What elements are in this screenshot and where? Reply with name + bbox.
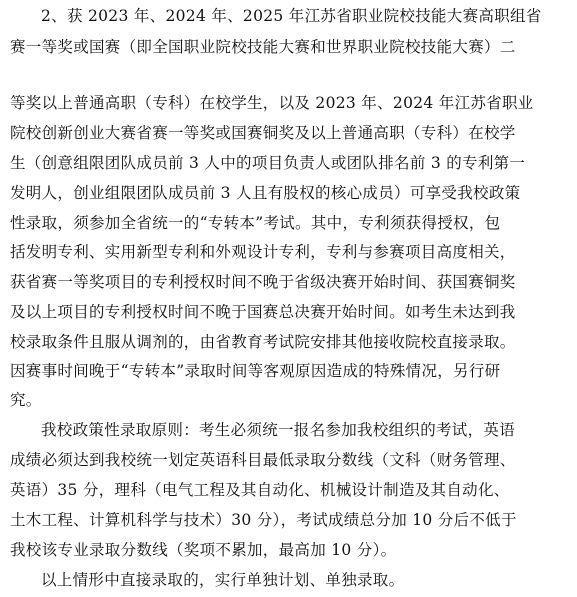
text-line: 成绩必须达到我校统一划定英语科目最低录取分数线（文科（财务管理、	[10, 451, 516, 469]
text-line: 发明人，创业组限团队成员前 3 人且有股权的核心成员）可享受我校政策	[10, 184, 521, 202]
text-line: 及以上项目的专利授权时间不晚于国赛总决赛开始时间。如考生未达到我	[10, 303, 516, 321]
text-line: 校录取条件且服从调剂的，由省教育考试院安排其他接收院校直接录取。	[10, 333, 516, 351]
text-line: 括发明专利、实用新型专利和外观设计专利，专利与参赛项目高度相关，	[10, 243, 516, 261]
text-line: 我校该专业录取分数线（奖项不累加，最高加 10 分）。	[10, 541, 397, 559]
text-line: 我校政策性录取原则：考生必须统一报名参加我校组织的考试，英语	[41, 421, 516, 439]
text-line: 生（创意组限团队成员前 3 人中的项目负责人或团队排名前 3 的专利第一	[10, 154, 526, 172]
text-line: 获省赛一等奖项目的专利授权时间不晚于省级决赛开始时间、获国赛铜奖	[10, 273, 516, 291]
text-line: 英语）35 分，理科（电气工程及其自动化、机械设计制造及其自动化、	[10, 481, 510, 499]
text-line: 土木工程、计算机科学与技术）30 分），考试成绩总分加 10 分后不低于	[10, 511, 517, 529]
text-line: 赛一等奖或国赛（即全国职业院校技能大赛和世界职业院校技能大赛）二	[10, 38, 516, 56]
text-line: 性录取，须参加全省统一的“专转本”考试。其中，专利须获得授权，包	[10, 214, 501, 232]
text-line: 以上情形中直接录取的，实行单独计划、单独录取。	[41, 571, 405, 589]
text-line: 院校创新创业大赛省赛一等奖或国赛铜奖及以上普通高职（专科）在校学	[10, 124, 516, 142]
text-line: 究。	[10, 391, 42, 409]
text-line: 等奖以上普通高职（专科）在校学生，以及 2023 年、2024 年江苏省职业	[10, 94, 534, 112]
text-line: 2、获 2023 年、2024 年、2025 年江苏省职业院校技能大赛高职组省	[41, 7, 542, 25]
text-line: 因赛事时间晚于“专转本”录取时间等客观原因造成的特殊情况，另行研	[10, 362, 501, 380]
